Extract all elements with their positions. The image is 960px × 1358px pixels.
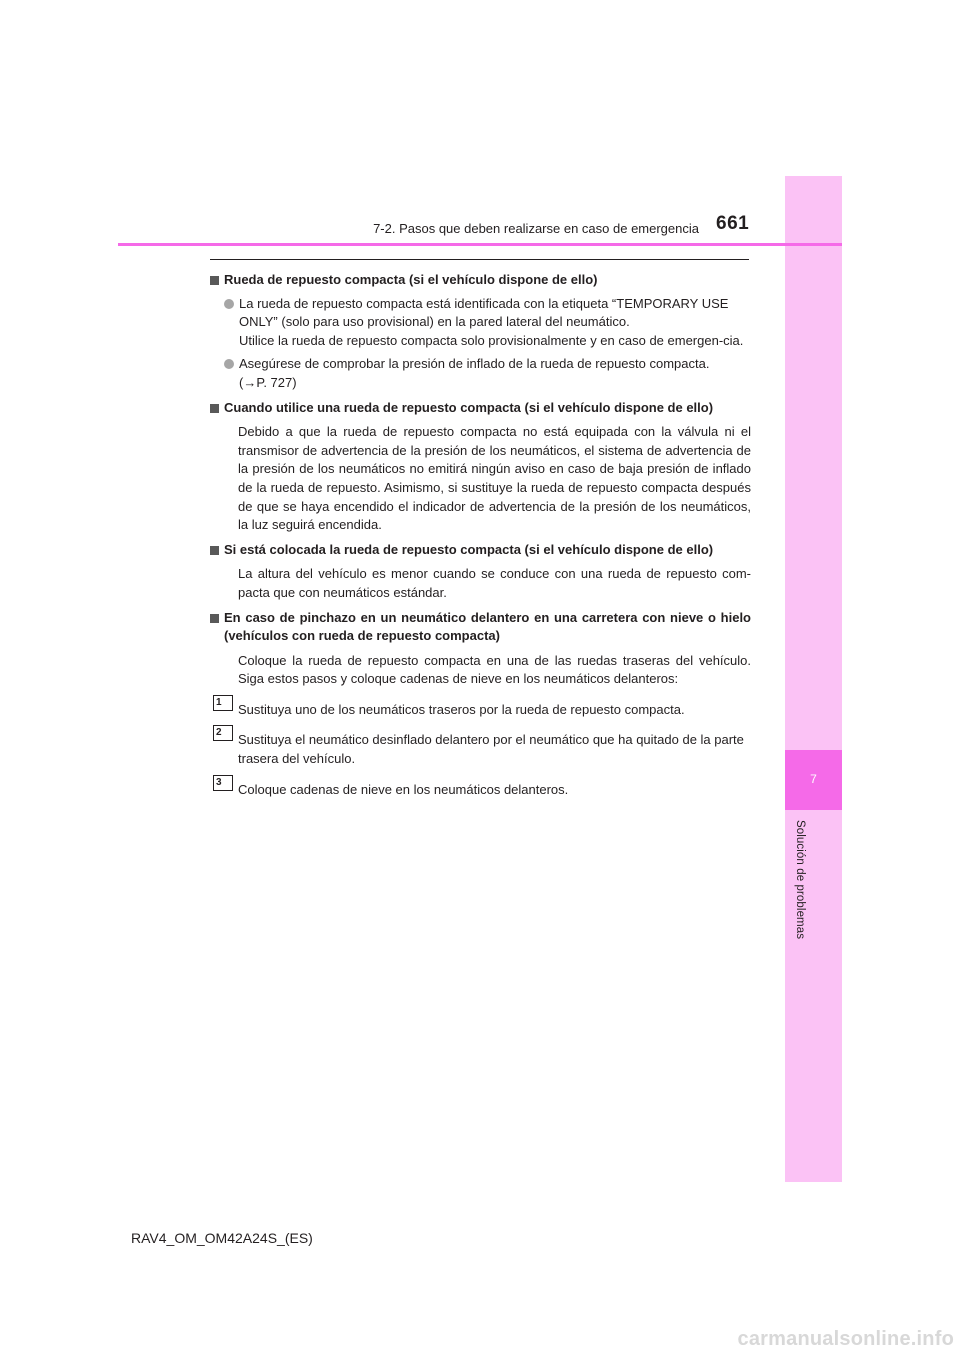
section-title: 7-2. Pasos que deben realizarse en caso de emergencia	[373, 221, 699, 236]
section-heading: Rueda de repuesto compacta (si el vehículo dispone de ello)	[210, 271, 751, 290]
document-code: RAV4_OM_OM42A24S_(ES)	[131, 1230, 313, 1246]
bullet-text: Asegúrese de comprobar la presión de inflado de la rueda de repuesto compacta.	[239, 356, 710, 372]
step-text: Sustituya uno de los neumáticos traseros por la rueda de repuesto compacta.	[238, 701, 685, 717]
content-rule	[210, 259, 749, 260]
chapter-title: Solución de problemas	[794, 820, 806, 940]
step-item	[210, 727, 751, 768]
section-heading: Cuando utilice una rueda de repuesto compacta (si el vehículo dispone de ello)	[210, 399, 751, 418]
bullet-text: La rueda de repuesto compacta está identificada con la etiqueta “TEMPORARY USE ONLY” (solo para uso provisional) en la pared lateral del neumático.	[239, 295, 729, 330]
square-bullet-icon	[210, 276, 219, 285]
page-content	[210, 267, 751, 799]
header-divider	[118, 243, 842, 246]
step-item	[210, 776, 751, 800]
step-text: Coloque cadenas de nieve en los neumáticos delanteros.	[238, 781, 569, 797]
section-heading: Si está colocada la rueda de repuesto compacta (si el vehículo dispone de ello)	[210, 541, 751, 560]
page-number: 661	[716, 213, 750, 234]
step-text: Sustituya el neumático desinflado delantero por el neumático que ha quitado de la parte trasera del vehículo.	[238, 732, 744, 767]
list-item	[210, 355, 751, 392]
square-bullet-icon	[210, 546, 219, 555]
chapter-number: 7	[810, 772, 817, 786]
square-bullet-icon	[210, 404, 219, 413]
page-reference: (→P. 727)	[239, 374, 297, 390]
paragraph: La altura del vehículo es menor cuando se conduce con una rueda de repuesto com-pacta que con neumáticos estándar.	[238, 566, 751, 600]
step-number: 3	[213, 775, 233, 791]
circle-bullet-icon	[224, 299, 234, 309]
paragraph: Debido a que la rueda de repuesto compacta no está equipada con la válvula ni el transmisor de advertencia de la presión de los neumáticos, el sistema de advertencia de la presión de los neumáticos no emitirá ningún aviso en caso de baja presión de inflado de la rueda de repuesto. Asimismo, si sustituye la rueda de repuesto compacta después de que se haya encendido el indicador de advertencia de la presión de los neumáticos, la luz seguirá encendida.	[238, 424, 751, 533]
step-number: 2	[213, 725, 233, 741]
square-bullet-icon	[210, 614, 219, 623]
chapter-tab	[785, 750, 842, 810]
paragraph: Coloque la rueda de repuesto compacta en una de las ruedas traseras del vehículo. Siga estos pasos y coloque cadenas de nieve en los neumáticos delanteros:	[238, 652, 751, 687]
step-number: 1	[213, 695, 233, 711]
section-heading: En caso de pinchazo en un neumático delantero en una carretera con nieve o hielo (vehículos con rueda de repuesto compacta)	[210, 609, 751, 646]
circle-bullet-icon	[224, 359, 234, 369]
step-item	[210, 696, 751, 720]
watermark: carmanualsonline.info	[737, 1328, 954, 1350]
side-tab	[785, 176, 842, 1182]
list-item	[210, 295, 751, 351]
bullet-text: Utilice la rueda de repuesto compacta solo provisionalmente y en caso de emergen-cia.	[239, 332, 744, 348]
